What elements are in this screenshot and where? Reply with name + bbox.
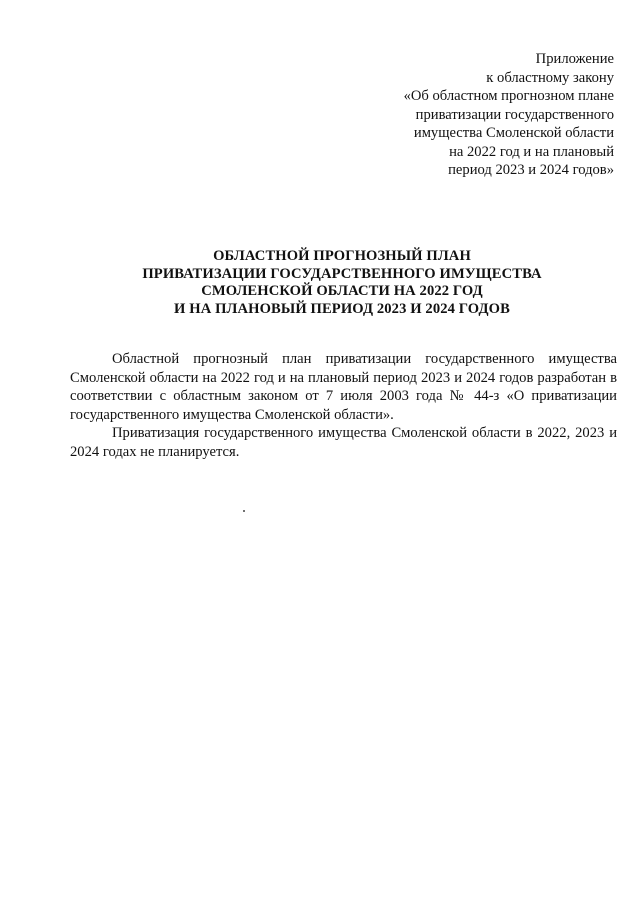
- scan-speck: [243, 510, 245, 512]
- title-line: СМОЛЕНСКОЙ ОБЛАСТИ НА 2022 ГОД: [201, 283, 483, 299]
- annex-line: на 2022 год и на плановый: [449, 143, 614, 160]
- title-line: ОБЛАСТНОЙ ПРОГНОЗНЫЙ ПЛАН: [213, 248, 471, 264]
- annex-line: период 2023 и 2024 годов»: [448, 162, 614, 178]
- annex-header: [314, 50, 614, 180]
- title-line: И НА ПЛАНОВЫЙ ПЕРИОД 2023 И 2024 ГОДОВ: [174, 300, 510, 317]
- document-title: [70, 248, 614, 318]
- annex-line: имущества Смоленской области: [413, 125, 614, 141]
- annex-line: «Об областном прогнозном плане: [403, 88, 614, 104]
- annex-line: приватизации государственного: [415, 106, 614, 123]
- annex-line: к областному закону: [486, 69, 614, 86]
- title-line: ПРИВАТИЗАЦИИ ГОСУДАРСТВЕННОГО ИМУЩЕСТВА: [142, 265, 542, 282]
- document-body: [70, 350, 617, 461]
- body-paragraph: Приватизация государственного имущества Смоленской области в 2022, 2023 и 2024 годах не планируется.: [70, 425, 617, 460]
- body-paragraph: Областной прогнозный план приватизации государственного имущества Смоленской области на 2022 год и на плановый период 2023 и 2024 годов разработан в соответствии с областным законом от 7 июля 2003 года № 44-з «О приватизации государственного имущества Смоленской области».: [70, 351, 617, 423]
- annex-line: Приложение: [535, 51, 614, 67]
